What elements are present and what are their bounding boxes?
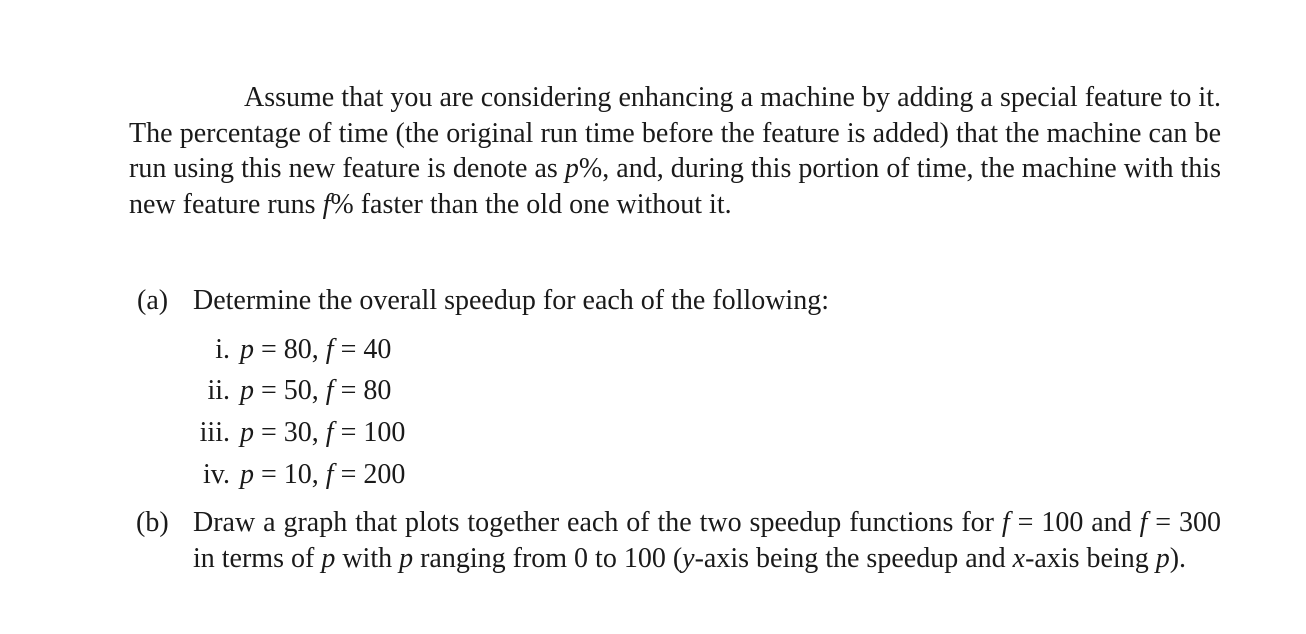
intro-var-p: p (564, 153, 579, 185)
var-f: f (325, 334, 334, 365)
part-b-text-seg: -axis being the speedup and (694, 542, 1013, 574)
var-p: p (240, 417, 254, 448)
part-b-text-seg: Draw a graph that plots together each of the two speedup functions for (193, 507, 1002, 538)
part-a-text: Determine the overall speedup for each of the following: (193, 285, 829, 316)
part-b-text-seg: -axis being (1025, 542, 1156, 574)
sub-item (170, 415, 405, 451)
p-value: = 50, (254, 375, 326, 406)
f-value: = 100 (333, 417, 406, 448)
var-p: p (240, 334, 254, 365)
sub-item-label: iii. (199, 417, 230, 448)
intro-var-f: f (322, 188, 331, 220)
part-b-text-seg: with (335, 542, 400, 574)
var-p: p (399, 542, 414, 574)
sub-item (170, 332, 391, 368)
f-value: = 40 (333, 334, 392, 365)
part-b-label: (b) (136, 507, 169, 538)
part-b-text-seg: = 100 and (1009, 507, 1140, 538)
part-b-text-seg: ). (1169, 542, 1187, 574)
part-b-text-seg: = 300 in terms of (193, 507, 1221, 574)
sub-item (170, 373, 391, 409)
f-value: = 200 (333, 459, 406, 490)
p-value: = 30, (254, 417, 326, 448)
var-f: f (325, 459, 334, 490)
problem-intro-paragraph (129, 80, 1221, 222)
var-p: p (240, 459, 254, 490)
intro-text-1: Assume that you are considering enhancing a machine by adding a special feature to it. The percentage of time (the original run time before the feature is added) that the machine can be run using this new feature is denote as (129, 82, 1221, 185)
p-value: = 80, (254, 334, 326, 365)
var-f: f (325, 375, 334, 406)
sub-item-label: i. (215, 334, 230, 365)
intro-text-3: % faster than the old one without it. (330, 188, 732, 220)
sub-item-label: iv. (203, 459, 230, 490)
p-value: = 10, (254, 459, 326, 490)
var-x: x (1012, 542, 1026, 574)
var-p: p (240, 375, 254, 406)
part-b-text-seg: ranging from 0 to 100 ( (413, 542, 683, 574)
sub-item (170, 457, 405, 493)
var-p: p (1155, 542, 1170, 574)
var-p: p (321, 542, 336, 574)
var-y: y (682, 542, 695, 574)
var-f: f (1001, 507, 1010, 538)
f-value: = 80 (333, 375, 392, 406)
intro-text-2: %, and, during this portion of time, the machine with this new feature runs (129, 153, 1221, 220)
sub-item-label: ii. (207, 375, 230, 406)
var-f: f (1139, 507, 1148, 538)
part-b-text (193, 505, 1221, 576)
var-f: f (325, 417, 334, 448)
part-a-label: (a) (137, 285, 169, 316)
